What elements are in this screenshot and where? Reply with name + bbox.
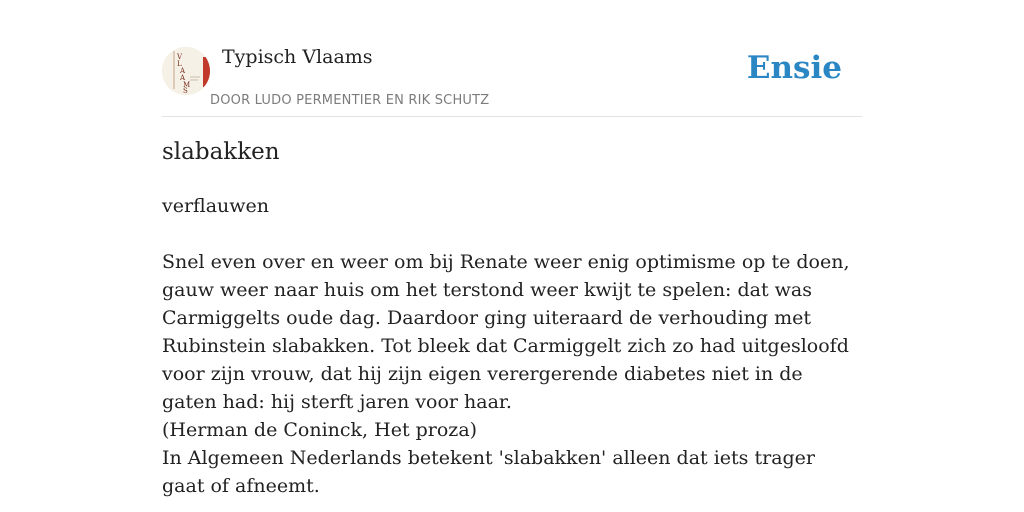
ensie-logo-link[interactable]: Ensie <box>746 50 842 86</box>
example-source: (Herman de Coninck, Het proza) <box>162 419 478 441</box>
header <box>162 0 862 117</box>
example-quote: Snel even over en weer om bij Renate weer enig optimisme op te doen, gauw weer naar huis om het terstond weer kwijt te spelen: dat was Carmiggelts oude dag. Daardoor ging uiteraard de verhouding met Rubinstein slabakken. Tot bleek dat Carmiggelt zich zo had uitgesloofd voor zijn vrouw, dat hij zijn eigen verergerende diabetes niet in de gaten had: hij sterft jaren voor haar. <box>162 251 850 413</box>
entry-note: In Algemeen Nederlands betekent 'slabakken' alleen dat iets trager gaat of afneemt. <box>162 447 816 497</box>
byline: DOOR LUDO PERMENTIER EN RIK SCHUTZ <box>210 93 490 108</box>
entry-term: slabakken <box>162 139 280 165</box>
page <box>162 0 862 512</box>
book-cover-icon <box>162 47 210 95</box>
avatar-cover-text: V L A A M S <box>177 53 191 95</box>
avatar[interactable] <box>162 47 210 95</box>
site-title-link[interactable]: Typisch Vlaams <box>222 46 373 68</box>
entry-example <box>162 248 862 444</box>
entry-definition: verflauwen <box>162 195 270 217</box>
